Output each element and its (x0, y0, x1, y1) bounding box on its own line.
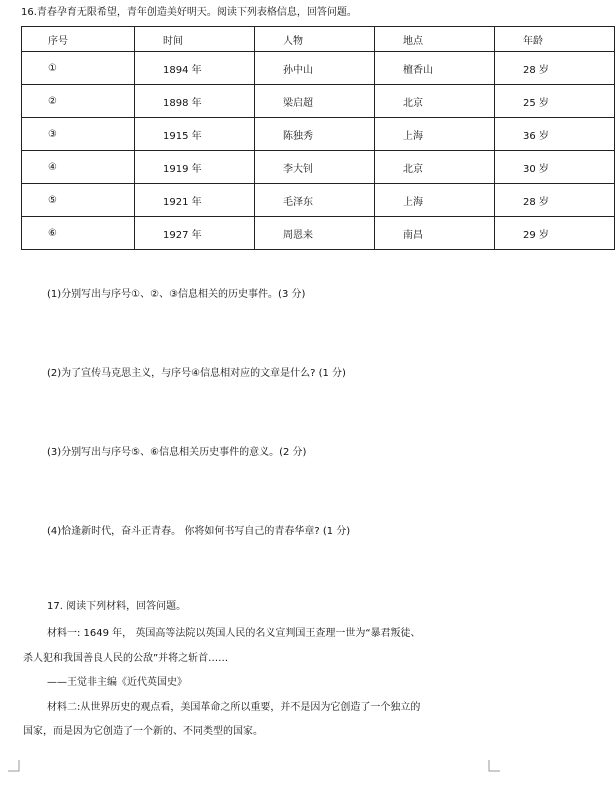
q16-subquestion-1: (1)分别写出与序号①、②、③信息相关的历史事件。(3 分) (47, 289, 306, 300)
table-row (22, 184, 615, 217)
table-cell: 檀香山 (375, 52, 495, 85)
table-cell: 30 岁 (495, 151, 615, 184)
table-cell: ④ (22, 151, 135, 184)
page-corner-mark-right (488, 760, 500, 772)
table-cell: 29 岁 (495, 217, 615, 250)
table-row (22, 151, 615, 184)
table-cell: 陈独秀 (255, 118, 375, 151)
table-cell: 梁启超 (255, 85, 375, 118)
table-cell: 上海 (375, 118, 495, 151)
table-cell: 北京 (375, 85, 495, 118)
q16-subquestion-3: (3)分别写出与序号⑤、⑥信息相关历史事件的意义。(2 分) (47, 447, 307, 458)
q16-intro: 16.青春孕育无限希望，青年创造美好明天。阅读下列表格信息，回答问题。 (21, 7, 357, 18)
table-cell: 36 岁 (495, 118, 615, 151)
page-corner-mark-left (8, 760, 20, 772)
q16-subquestion-2: (2)为了宣传马克思主义，与序号④信息相对应的文章是什么? (1 分) (47, 368, 346, 379)
header-cell: 序号 (22, 27, 135, 52)
table-header-row (22, 27, 615, 52)
info-table (21, 26, 615, 250)
table-cell: ① (22, 52, 135, 85)
table-cell: 孙中山 (255, 52, 375, 85)
material-1-line-1: 材料一: 1649 年， 英国高等法院以英国人民的名义宣判国王查理一世为“暴君叛徒、 (47, 628, 421, 639)
header-cell: 地点 (375, 27, 495, 52)
table-cell: 毛泽东 (255, 184, 375, 217)
table-cell: 1898 年 (135, 85, 255, 118)
table-row (22, 85, 615, 118)
table-row (22, 52, 615, 85)
table-cell: 1894 年 (135, 52, 255, 85)
header-cell: 年龄 (495, 27, 615, 52)
material-2-line-1: 材料二:从世界历史的观点看，美国革命之所以重要，并不是因为它创造了一个独立的 (47, 702, 421, 713)
material-2-line-2: 国家，而是因为它创造了一个新的、不同类型的国家。 (23, 726, 263, 737)
table-cell: ⑤ (22, 184, 135, 217)
table-cell: ⑥ (22, 217, 135, 250)
table-cell: 北京 (375, 151, 495, 184)
table-cell: 上海 (375, 184, 495, 217)
table-cell: 1921 年 (135, 184, 255, 217)
table-cell: 25 岁 (495, 85, 615, 118)
table-cell: 28 岁 (495, 52, 615, 85)
table-cell: 1919 年 (135, 151, 255, 184)
q16-subquestion-4: (4)恰逢新时代，奋斗正青春。 你将如何书写自己的青春华章? (1 分) (47, 526, 351, 537)
table-row (22, 118, 615, 151)
table-cell: ③ (22, 118, 135, 151)
table-row (22, 217, 615, 250)
table-cell: 李大钊 (255, 151, 375, 184)
table-cell: 1927 年 (135, 217, 255, 250)
table-cell: ② (22, 85, 135, 118)
table-cell: 周恩来 (255, 217, 375, 250)
header-cell: 人物 (255, 27, 375, 52)
material-1-source: ——王觉非主编《近代英国史》 (47, 677, 187, 688)
table-cell: 28 岁 (495, 184, 615, 217)
header-cell: 时间 (135, 27, 255, 52)
material-1-line-2: 杀人犯和我国善良人民的公敌”并将之斩首…… (23, 653, 229, 664)
table-cell: 1915 年 (135, 118, 255, 151)
table-cell: 南昌 (375, 217, 495, 250)
q17-intro: 17. 阅读下列材料，回答问题。 (47, 601, 187, 612)
